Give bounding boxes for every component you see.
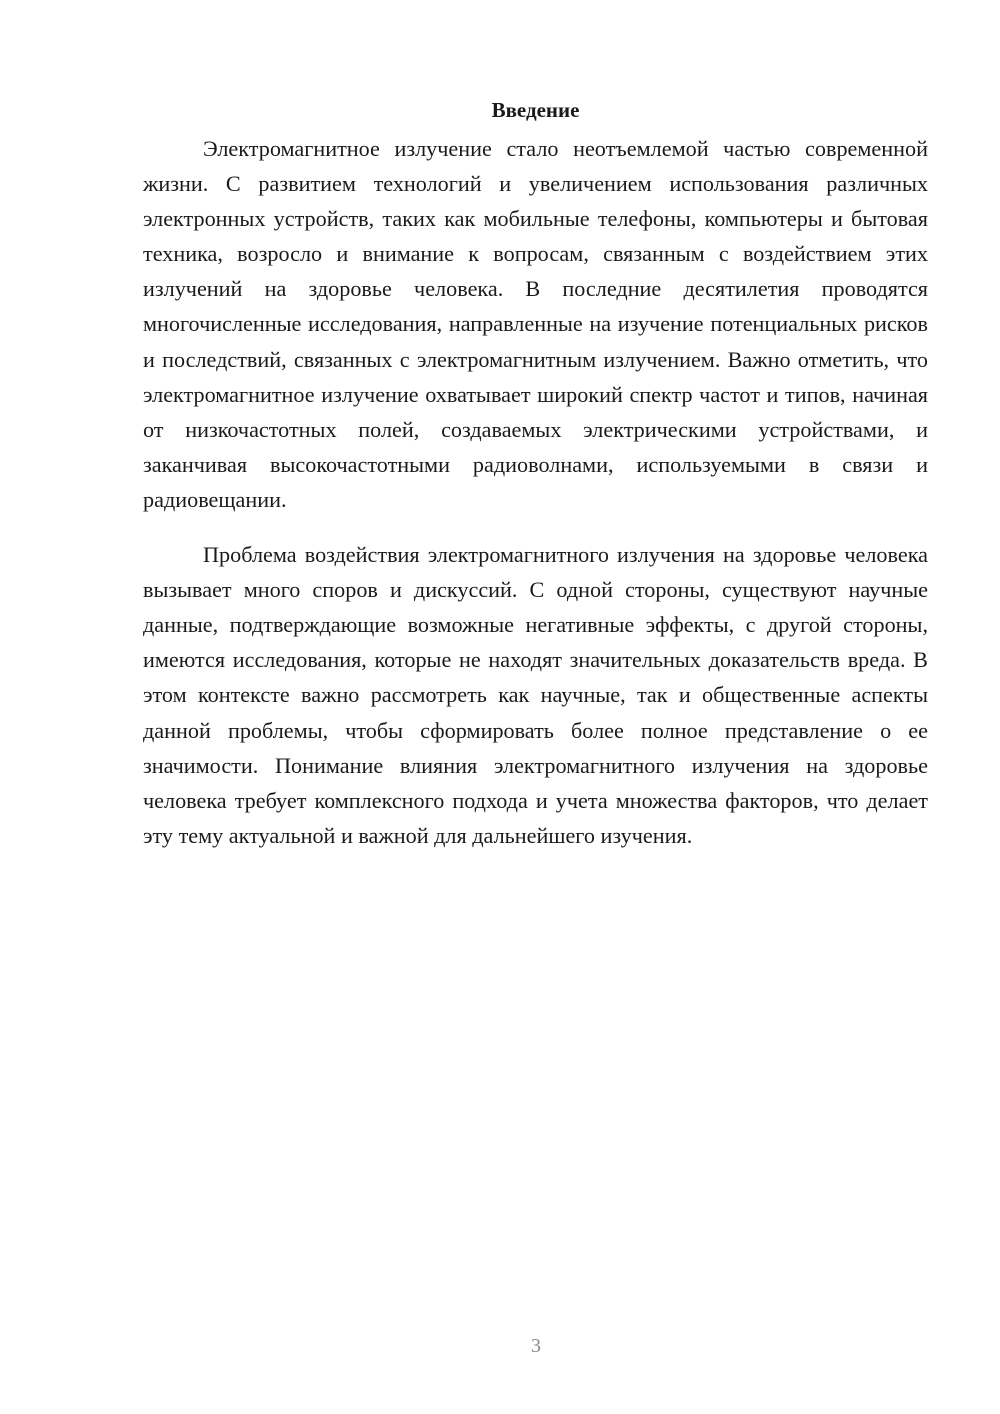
section-heading: Введение xyxy=(491,98,580,122)
paragraph-1: Электромагнитное излучение стало неотъемлемой частью современной жизни. С развитием технологий и увеличением использования различных электронных устройств, таких как мобильные телефоны, компьютеры и бытовая техника, возросло и внимание к вопросам, связанным с воздействием этих излучений на здоровье человека. В последние десятилетия проводятся многочисленные исследования, направленные на изучение потенциальных рисков и последствий, связанных с электромагнитным излучением. Важно отметить, что электромагнитное излучение охватывает широкий спектр частот и типов, начиная от низкочастотных полей, создаваемых электрическими устройствами, и заканчивая высокочастотными радиоволнами, используемыми в связи и радиовещании. xyxy=(143,136,928,512)
paragraph-2: Проблема воздействия электромагнитного излучения на здоровье человека вызывает много споров и дискуссий. С одной стороны, существуют научные данные, подтверждающие возможные негативные эффекты, с другой стороны, имеются исследования, которые не находят значительных доказательств вреда. В этом контексте важно рассмотреть как научные, так и общественные аспекты данной проблемы, чтобы сформировать более полное представление о ее значимости. Понимание влияния электромагнитного излучения на здоровье человека требует комплексного подхода и учета множества факторов, что делает эту тему актуальной и важной для дальнейшего изучения. xyxy=(143,542,928,848)
page-number: 3 xyxy=(531,1335,541,1357)
page-content xyxy=(143,96,928,853)
